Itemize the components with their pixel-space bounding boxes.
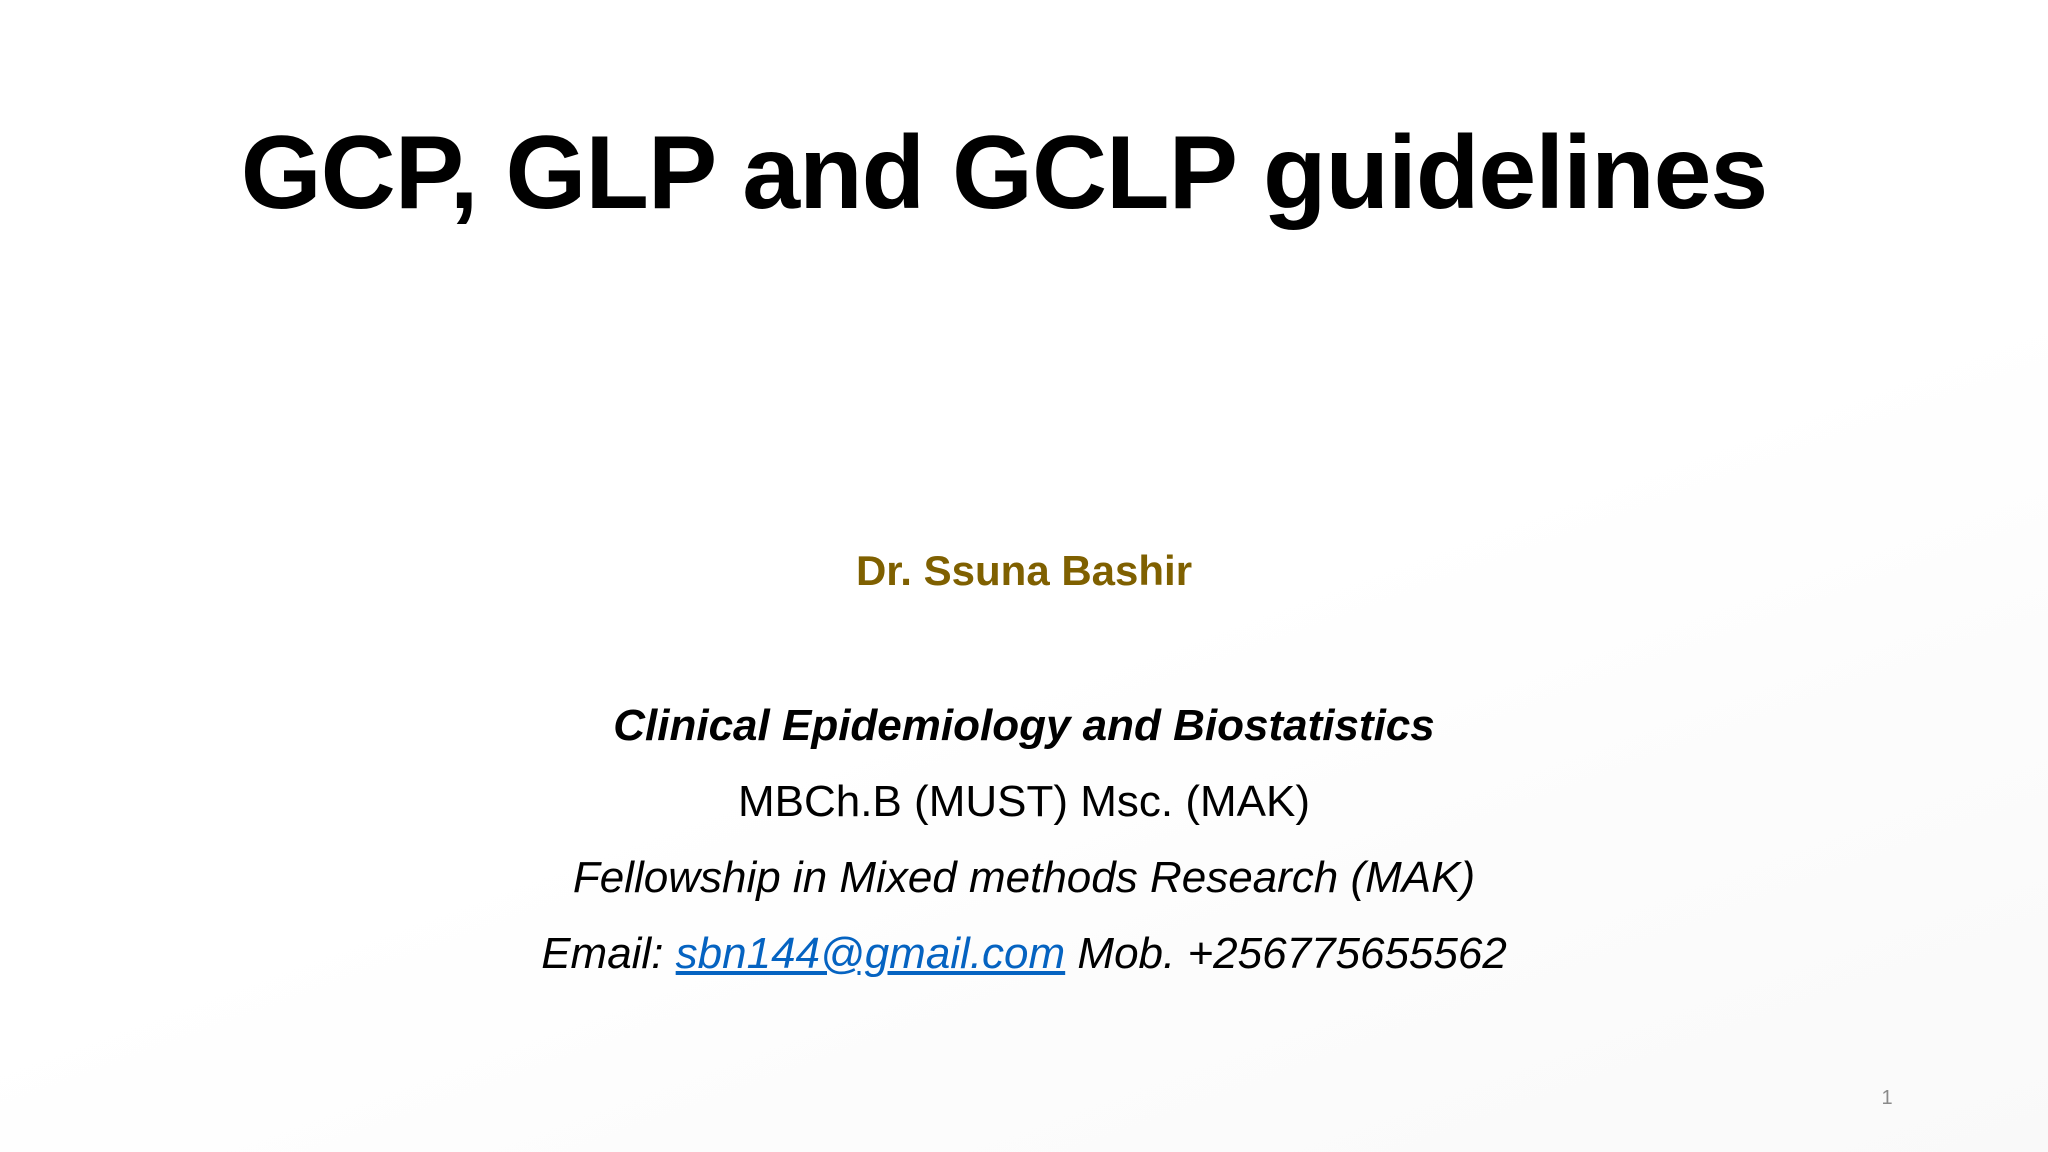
degrees-line: MBCh.B (MUST) Msc. (MAK) [738,777,1310,826]
email-link[interactable]: sbn144@gmail.com [675,929,1066,978]
department-line: Clinical Epidemiology and Biostatistics [613,701,1435,750]
author-name: Dr. Ssuna Bashir [855,547,1193,594]
email-label: Email: [541,929,676,978]
mobile-number: Mob. +256775655562 [1065,929,1507,978]
slide-title: GCP, GLP and GCLP guidelines [240,115,1768,231]
fellowship-line: Fellowship in Mixed methods Research (MAK) [572,853,1476,902]
slide-page-number: 1 [1881,1087,1893,1109]
contact-line [0,924,2048,984]
